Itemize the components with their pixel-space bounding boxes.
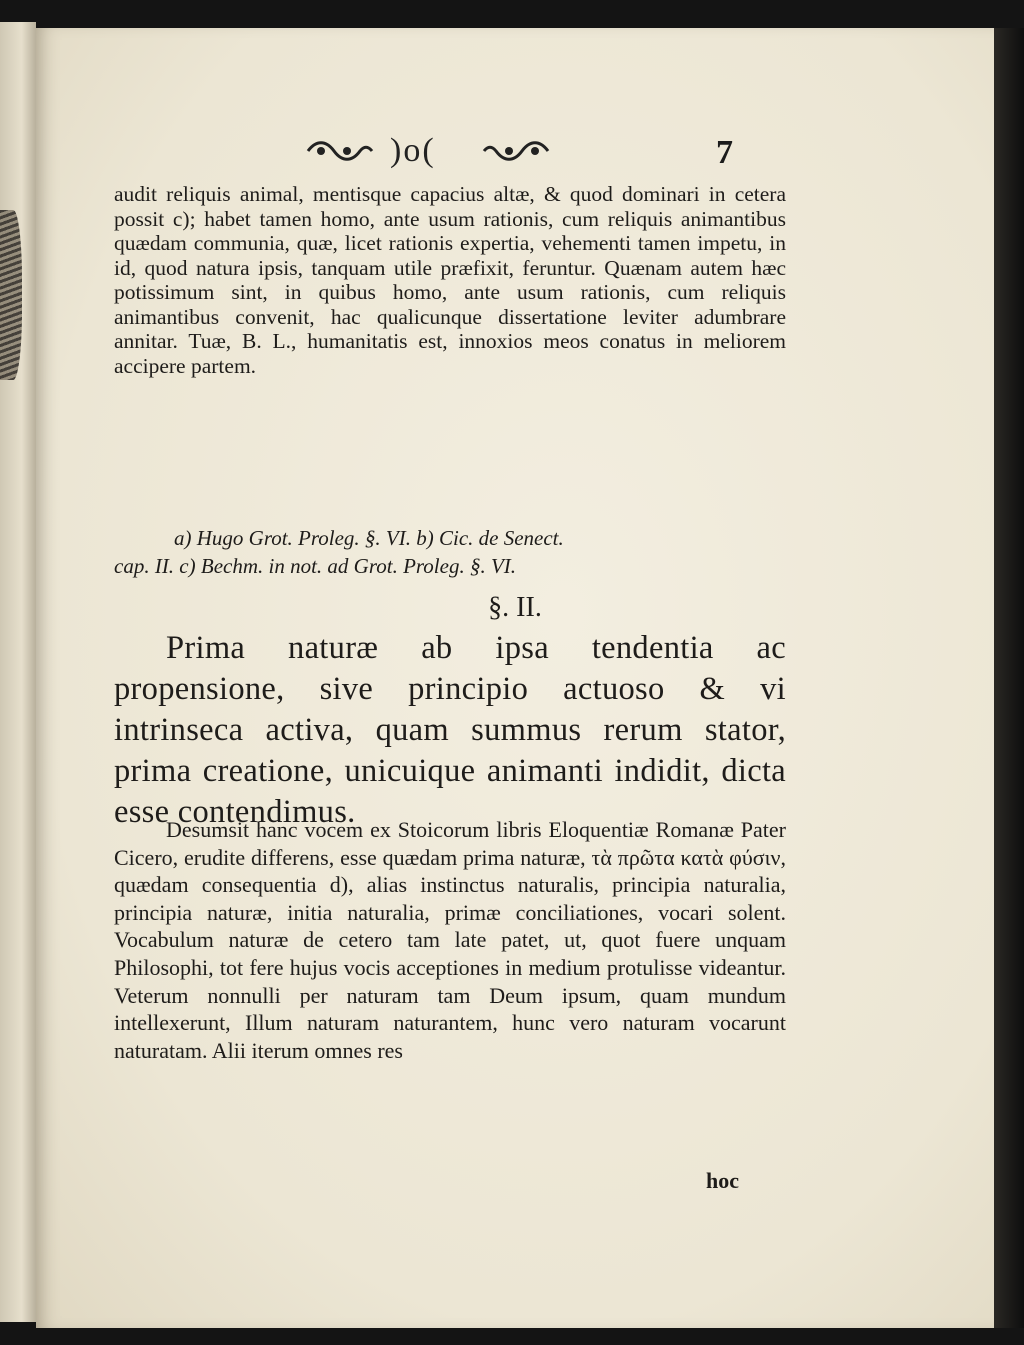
footnote-line-2: cap. II. c) Bechm. in not. ad Grot. Proleg. §. VI.	[114, 554, 517, 578]
opening-paragraph	[114, 182, 786, 378]
page-number: 7	[716, 134, 733, 171]
main-paragraph	[114, 816, 786, 1064]
main-paragraph-text: Desumsit hanc vocem ex Stoicorum libris Eloquentiæ Romanæ Pater Cicero, erudite differens, esse quædam prima naturæ, τὰ πρῶτα κατὰ φύσιν, quædam consequentia d), alias instinctus naturalis, principia naturalia, principia naturæ, initia naturalia, primæ conciliationes, vocari solent. Vocabulum naturæ de cetero tam late patet, ut, quot fuere unquam Philosophi, tot fere hujus vocis acceptiones in medium protulisse videantur. Veterum nonnulli per naturam tam Deum ipsum, quam mundum intellexerunt, Illum naturam naturantem, hunc vero naturam vocarunt naturatam. Alii iterum omnes res	[114, 817, 786, 1063]
thesis-text: Prima naturæ ab ipsa tendentia ac propensione, sive principio actuoso & vi intrinseca activa, quam summus rerum stator, prima creatione, unicuique animanti indidit, dicta esse contendimus.	[114, 630, 786, 830]
section-heading: §. II.	[488, 592, 542, 623]
left-head-ornament	[304, 138, 374, 164]
thesis-paragraph	[114, 628, 786, 833]
head-mark: )o(	[390, 132, 436, 169]
opening-paragraph-text: audit reliquis animal, mentisque capacius altæ, & quod dominari in cetera possit c); habet tamen homo, ante usum rationis, cum reliquis animantibus quædam communia, quæ, licet rationis expertia, vehementi tamen impetu, in id, quod natura ipsis, tanquam utile præfixit, feruntur. Quænam autem hæc potissimum sint, in quibus homo, ante usum rationis, cum reliquis animantibus convenit, hac qualicunque dissertatione leviter adumbrare annitar. Tuæ, B. L., humanitatis est, innoxios meos conatus in meliorem accipere partem.	[114, 182, 786, 378]
running-head	[36, 128, 994, 178]
footnotes	[114, 524, 786, 580]
right-head-ornament	[480, 138, 552, 164]
page	[36, 28, 994, 1328]
catchword: hoc	[706, 1168, 739, 1193]
previous-page-edge	[0, 22, 36, 1322]
footnote-line-1: a) Hugo Grot. Proleg. §. VI. b) Cic. de Senect.	[174, 526, 564, 550]
ornament-fragment	[0, 210, 22, 380]
binding-shadow	[994, 28, 1024, 1328]
